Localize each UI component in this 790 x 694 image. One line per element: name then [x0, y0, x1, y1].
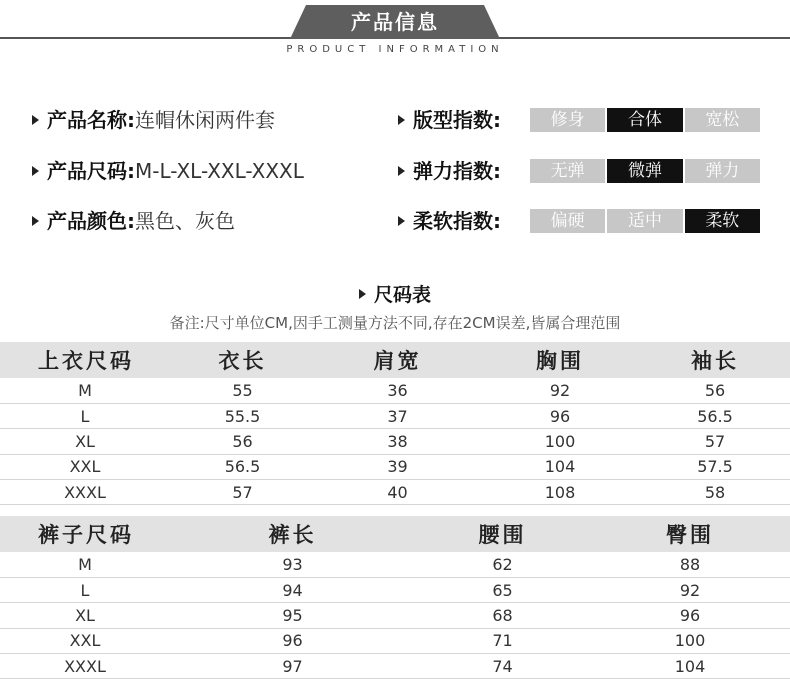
top-header-chest: 胸围: [480, 342, 640, 378]
fit-option-loose: 宽松: [685, 108, 760, 132]
shoulder-cell: 38: [315, 429, 480, 454]
chest-cell: 108: [480, 480, 640, 505]
bottom-header-waist: 腰围: [415, 516, 590, 552]
table-row: [0, 454, 790, 479]
softness-index-label: 柔软指数:: [413, 209, 501, 233]
sleeve-cell: 56.5: [640, 403, 790, 428]
shoulder-cell: 37: [315, 403, 480, 428]
table-row: [0, 480, 790, 505]
waist-cell: 71: [415, 628, 590, 653]
page-subtitle: PRODUCT INFORMATION: [286, 44, 504, 55]
waist-cell: 74: [415, 654, 590, 679]
stretch-option-slight: 微弹: [607, 159, 682, 183]
size-chart-note: 备注:尺寸单位CM,因手工测量方法不同,存在2CM误差,皆属合理范围: [169, 314, 621, 332]
stretch-index-scale: [530, 159, 760, 183]
bottom-header-length: 裤长: [170, 516, 415, 552]
chest-cell: 104: [480, 454, 640, 479]
table-row: [0, 552, 790, 577]
length-cell: 97: [170, 654, 415, 679]
size-cell: XXL: [0, 628, 170, 653]
bullet-triangle-icon: [359, 289, 366, 299]
stretch-option-none: 无弹: [530, 159, 605, 183]
table-row: [0, 654, 790, 679]
sleeve-cell: 57: [640, 429, 790, 454]
length-cell: 95: [170, 603, 415, 628]
waist-cell: 62: [415, 552, 590, 577]
fit-index-label: 版型指数:: [413, 108, 501, 132]
softness-option-soft: 柔软: [685, 209, 760, 233]
length-cell: 55: [170, 378, 315, 403]
product-name-label: 产品名称:: [47, 108, 135, 132]
top-header-length: 衣长: [170, 342, 315, 378]
size-cell: XXL: [0, 454, 170, 479]
top-header-sleeve: 袖长: [640, 342, 790, 378]
top-header-shoulder: 肩宽: [315, 342, 480, 378]
softness-index-scale: [530, 209, 760, 233]
hip-cell: 88: [590, 552, 790, 577]
chest-cell: 100: [480, 429, 640, 454]
table-row: [0, 378, 790, 403]
size-cell: XL: [0, 429, 170, 454]
bullet-triangle-icon: [32, 115, 39, 125]
stretch-option-stretchy: 弹力: [685, 159, 760, 183]
size-cell: XXXL: [0, 654, 170, 679]
length-cell: 56: [170, 429, 315, 454]
size-cell: XXXL: [0, 480, 170, 505]
top-header-size: 上衣尺码: [0, 342, 170, 378]
sleeve-cell: 56: [640, 378, 790, 403]
product-name-row: [32, 105, 275, 135]
length-cell: 94: [170, 577, 415, 602]
bullet-triangle-icon: [32, 216, 39, 226]
sleeve-cell: 58: [640, 480, 790, 505]
bottom-header-hip: 臀围: [590, 516, 790, 552]
size-chart-title-text: 尺码表: [373, 284, 431, 306]
shoulder-cell: 36: [315, 378, 480, 403]
product-color-value: 黑色、灰色: [135, 209, 235, 233]
bottom-size-table: [0, 516, 790, 679]
table-row: [0, 429, 790, 454]
product-color-row: [32, 206, 235, 236]
hip-cell: 92: [590, 577, 790, 602]
bullet-triangle-icon: [398, 166, 405, 176]
softness-option-firm: 偏硬: [530, 209, 605, 233]
shoulder-cell: 39: [315, 454, 480, 479]
length-cell: 57: [170, 480, 315, 505]
table-row: [0, 628, 790, 653]
bullet-triangle-icon: [398, 216, 405, 226]
table-header-row: [0, 342, 790, 378]
bullet-triangle-icon: [398, 115, 405, 125]
product-name-value: 连帽休闲两件套: [135, 108, 275, 132]
size-cell: XL: [0, 603, 170, 628]
size-chart-title: [0, 280, 790, 307]
chest-cell: 92: [480, 378, 640, 403]
fit-index-row: [398, 105, 740, 135]
hip-cell: 100: [590, 628, 790, 653]
shoulder-cell: 40: [315, 480, 480, 505]
table-row: [0, 603, 790, 628]
table-header-row: [0, 516, 790, 552]
product-size-value: M-L-XL-XXL-XXXL: [135, 159, 304, 183]
product-size-label: 产品尺码:: [47, 159, 135, 183]
table-row: [0, 403, 790, 428]
product-size-row: [32, 156, 304, 186]
softness-index-row: [398, 206, 740, 236]
softness-option-medium: 适中: [607, 209, 682, 233]
size-cell: M: [0, 552, 170, 577]
table-row: [0, 577, 790, 602]
size-cell: L: [0, 577, 170, 602]
sleeve-cell: 57.5: [640, 454, 790, 479]
top-size-table: [0, 342, 790, 505]
fit-index-scale: [530, 108, 760, 132]
bullet-triangle-icon: [32, 166, 39, 176]
hip-cell: 104: [590, 654, 790, 679]
stretch-index-label: 弹力指数:: [413, 159, 501, 183]
length-cell: 93: [170, 552, 415, 577]
bottom-header-size: 裤子尺码: [0, 516, 170, 552]
fit-option-slim: 修身: [530, 108, 605, 132]
stretch-index-row: [398, 156, 740, 186]
fit-option-regular: 合体: [607, 108, 682, 132]
size-cell: L: [0, 403, 170, 428]
chest-cell: 96: [480, 403, 640, 428]
waist-cell: 68: [415, 603, 590, 628]
product-color-label: 产品颜色:: [47, 209, 135, 233]
waist-cell: 65: [415, 577, 590, 602]
page-title: 产品信息: [351, 10, 439, 34]
hip-cell: 96: [590, 603, 790, 628]
length-cell: 96: [170, 628, 415, 653]
length-cell: 55.5: [170, 403, 315, 428]
size-cell: M: [0, 378, 170, 403]
length-cell: 56.5: [170, 454, 315, 479]
